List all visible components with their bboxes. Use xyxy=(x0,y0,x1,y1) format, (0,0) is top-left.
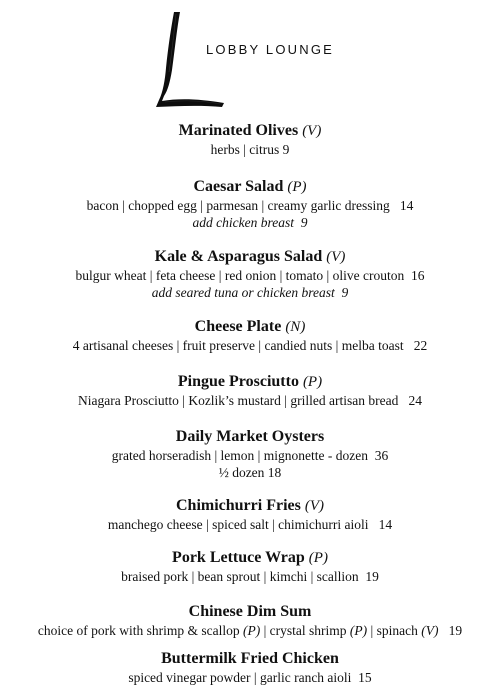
description-part: choice of pork with shrimp & scallop xyxy=(37,623,243,638)
diet-tag: (P) xyxy=(242,623,261,638)
diet-tag: (P) xyxy=(302,374,323,390)
diet-tag: (V) xyxy=(421,623,439,638)
venue-name: LOBBY LOUNGE xyxy=(206,42,335,57)
item-name: Marinated Olives xyxy=(178,122,299,139)
item-name: Buttermilk Fried Chicken xyxy=(161,650,339,667)
item-name: Kale & Asparagus Salad xyxy=(154,248,323,265)
menu-item-chimichurri-fries xyxy=(0,496,500,533)
item-description: spiced vinegar powder | garlic ranch aioli 15 xyxy=(128,670,372,685)
menu-item-caesar-salad xyxy=(0,177,500,231)
item-name: Pingue Prosciutto xyxy=(177,373,299,390)
diet-tag: (V) xyxy=(302,123,322,139)
item-description: bulgur wheat | feta cheese | red onion | tomato | olive crouton 16 xyxy=(75,268,425,283)
description-part: | crystal shrimp xyxy=(260,623,350,638)
menu-item-cheese-plate xyxy=(0,317,500,354)
diet-tag: (N) xyxy=(285,319,306,335)
menu-item-kale-asparagus-salad xyxy=(0,247,500,301)
item-name: Daily Market Oysters xyxy=(175,428,325,445)
item-name: Pork Lettuce Wrap xyxy=(172,549,305,566)
item-description-secondary: ½ dozen 18 xyxy=(218,465,282,480)
diet-tag: (V) xyxy=(326,249,346,265)
item-note: add seared tuna or chicken breast 9 xyxy=(151,285,349,300)
diet-tag: (P) xyxy=(287,179,307,195)
item-name: Chimichurri Fries xyxy=(175,497,301,514)
item-description: 4 artisanal cheeses | fruit preserve | candied nuts | melba toast 22 xyxy=(72,338,428,353)
price: 19 xyxy=(438,623,463,638)
menu-item-marinated-olives xyxy=(0,121,500,158)
diet-tag: (P) xyxy=(349,623,368,638)
menu-item-daily-market-oysters xyxy=(0,427,500,481)
diet-tag: (P) xyxy=(308,550,328,566)
diet-tag: (V) xyxy=(304,498,325,514)
item-name: Chinese Dim Sum xyxy=(188,603,312,620)
item-description: manchego cheese | spiced salt | chimichurri aioli 14 xyxy=(107,517,393,532)
item-name: Cheese Plate xyxy=(194,318,282,335)
menu-item-pork-lettuce-wrap xyxy=(0,548,500,585)
item-note: add chicken breast 9 xyxy=(192,215,308,230)
menu-item-chinese-dim-sum xyxy=(0,602,500,639)
item-description: grated horseradish | lemon | mignonette - dozen 36 xyxy=(111,448,389,463)
description-part: | spinach xyxy=(367,623,422,638)
item-description: braised pork | bean sprout | kimchi | scallion 19 xyxy=(121,569,379,584)
item-description: herbs | citrus 9 xyxy=(210,142,290,157)
menu-item-buttermilk-fried-chicken xyxy=(0,649,500,686)
menu-item-pingue-prosciutto xyxy=(0,372,500,409)
item-description: bacon | chopped egg | parmesan | creamy garlic dressing 14 xyxy=(86,198,414,213)
lobby-lounge-logo xyxy=(150,8,230,108)
item-description xyxy=(0,622,500,639)
item-name: Caesar Salad xyxy=(193,178,284,195)
item-description: Niagara Prosciutto | Kozlik’s mustard | grilled artisan bread 24 xyxy=(78,393,422,408)
